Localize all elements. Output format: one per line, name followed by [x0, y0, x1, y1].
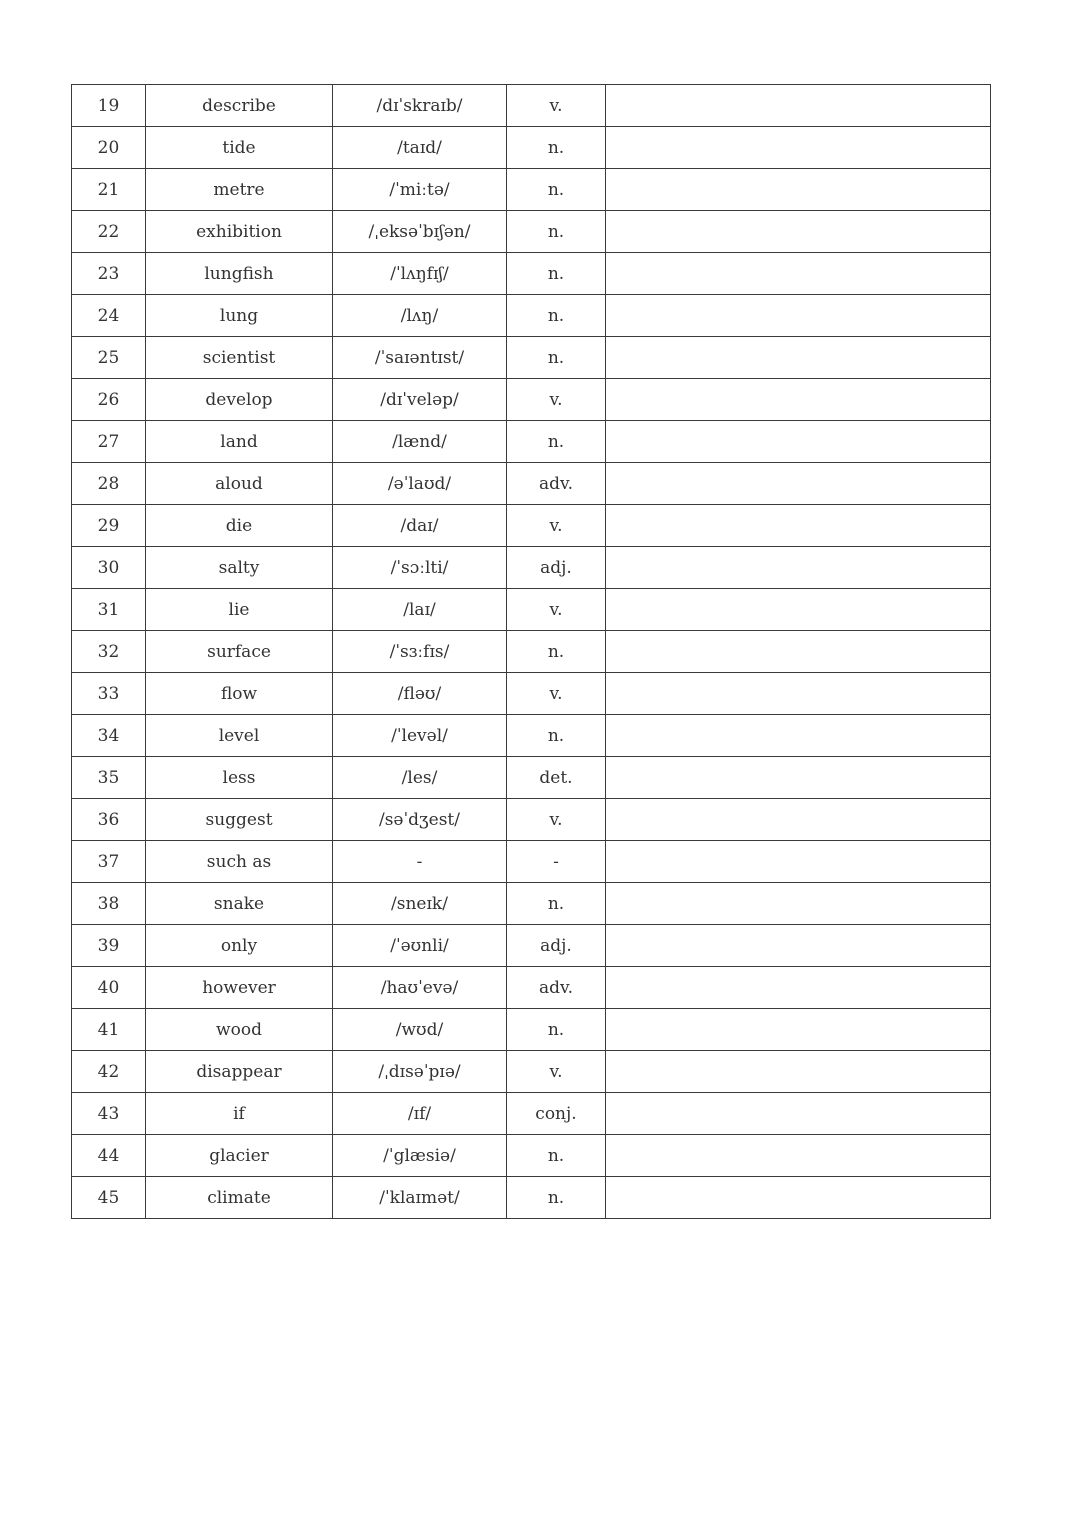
entry-meaning-blank: [606, 1177, 991, 1219]
entry-number: 20: [72, 127, 146, 169]
table-row: [72, 421, 991, 463]
table-row: [72, 337, 991, 379]
entry-part-of-speech: v.: [507, 85, 606, 127]
entry-word: metre: [146, 169, 333, 211]
entry-meaning-blank: [606, 547, 991, 589]
entry-meaning-blank: [606, 127, 991, 169]
entry-phonetic: /ˈglæsiə/: [333, 1135, 507, 1177]
entry-part-of-speech: n.: [507, 337, 606, 379]
entry-word: such as: [146, 841, 333, 883]
entry-word: suggest: [146, 799, 333, 841]
entry-word: glacier: [146, 1135, 333, 1177]
entry-part-of-speech: conj.: [507, 1093, 606, 1135]
entry-word: however: [146, 967, 333, 1009]
entry-phonetic: /daɪ/: [333, 505, 507, 547]
entry-word: salty: [146, 547, 333, 589]
entry-word: only: [146, 925, 333, 967]
table-row: [72, 673, 991, 715]
entry-word: climate: [146, 1177, 333, 1219]
entry-phonetic: /taɪd/: [333, 127, 507, 169]
entry-meaning-blank: [606, 883, 991, 925]
table-row: [72, 169, 991, 211]
entry-part-of-speech: n.: [507, 211, 606, 253]
entry-part-of-speech: -: [507, 841, 606, 883]
entry-part-of-speech: adv.: [507, 967, 606, 1009]
entry-phonetic: /ˌdɪsəˈpɪə/: [333, 1051, 507, 1093]
entry-word: disappear: [146, 1051, 333, 1093]
entry-word: level: [146, 715, 333, 757]
entry-word: scientist: [146, 337, 333, 379]
entry-phonetic: /ˈəʊnli/: [333, 925, 507, 967]
table-row: [72, 505, 991, 547]
entry-meaning-blank: [606, 967, 991, 1009]
entry-number: 36: [72, 799, 146, 841]
entry-part-of-speech: det.: [507, 757, 606, 799]
table-row: [72, 463, 991, 505]
entry-part-of-speech: v.: [507, 379, 606, 421]
entry-phonetic: -: [333, 841, 507, 883]
entry-meaning-blank: [606, 1093, 991, 1135]
table-row: [72, 1009, 991, 1051]
entry-number: 45: [72, 1177, 146, 1219]
entry-number: 23: [72, 253, 146, 295]
entry-meaning-blank: [606, 1135, 991, 1177]
entry-phonetic: /les/: [333, 757, 507, 799]
entry-number: 41: [72, 1009, 146, 1051]
entry-meaning-blank: [606, 715, 991, 757]
table-row: [72, 883, 991, 925]
entry-part-of-speech: n.: [507, 253, 606, 295]
entry-number: 40: [72, 967, 146, 1009]
table-row: [72, 295, 991, 337]
entry-word: tide: [146, 127, 333, 169]
entry-part-of-speech: v.: [507, 799, 606, 841]
table-row: [72, 127, 991, 169]
entry-number: 30: [72, 547, 146, 589]
entry-part-of-speech: v.: [507, 505, 606, 547]
entry-number: 25: [72, 337, 146, 379]
entry-part-of-speech: n.: [507, 631, 606, 673]
entry-part-of-speech: n.: [507, 1009, 606, 1051]
entry-phonetic: /haʊˈevə/: [333, 967, 507, 1009]
entry-number: 43: [72, 1093, 146, 1135]
entry-part-of-speech: adj.: [507, 547, 606, 589]
entry-part-of-speech: n.: [507, 883, 606, 925]
vocabulary-table-body: [72, 85, 991, 1219]
table-row: [72, 1177, 991, 1219]
table-row: [72, 211, 991, 253]
table-row: [72, 547, 991, 589]
table-row: [72, 85, 991, 127]
entry-meaning-blank: [606, 379, 991, 421]
entry-meaning-blank: [606, 841, 991, 883]
vocabulary-table: [71, 84, 991, 1219]
entry-word: aloud: [146, 463, 333, 505]
table-row: [72, 967, 991, 1009]
entry-word: wood: [146, 1009, 333, 1051]
table-row: [72, 841, 991, 883]
entry-meaning-blank: [606, 1009, 991, 1051]
entry-number: 26: [72, 379, 146, 421]
entry-number: 29: [72, 505, 146, 547]
entry-number: 22: [72, 211, 146, 253]
table-row: [72, 715, 991, 757]
entry-word: land: [146, 421, 333, 463]
entry-word: describe: [146, 85, 333, 127]
entry-number: 33: [72, 673, 146, 715]
entry-phonetic: /ˈsɔːlti/: [333, 547, 507, 589]
entry-phonetic: /sneɪk/: [333, 883, 507, 925]
entry-number: 44: [72, 1135, 146, 1177]
table-row: [72, 589, 991, 631]
entry-number: 27: [72, 421, 146, 463]
entry-part-of-speech: v.: [507, 673, 606, 715]
entry-meaning-blank: [606, 589, 991, 631]
entry-meaning-blank: [606, 463, 991, 505]
entry-number: 19: [72, 85, 146, 127]
entry-number: 31: [72, 589, 146, 631]
entry-meaning-blank: [606, 85, 991, 127]
entry-word: surface: [146, 631, 333, 673]
entry-part-of-speech: adj.: [507, 925, 606, 967]
table-row: [72, 379, 991, 421]
entry-word: lungfish: [146, 253, 333, 295]
entry-meaning-blank: [606, 337, 991, 379]
entry-part-of-speech: v.: [507, 589, 606, 631]
entry-part-of-speech: n.: [507, 421, 606, 463]
entry-part-of-speech: n.: [507, 169, 606, 211]
entry-part-of-speech: n.: [507, 295, 606, 337]
entry-phonetic: /dɪˈskraɪb/: [333, 85, 507, 127]
entry-number: 28: [72, 463, 146, 505]
entry-word: flow: [146, 673, 333, 715]
entry-word: snake: [146, 883, 333, 925]
table-row: [72, 757, 991, 799]
entry-word: less: [146, 757, 333, 799]
entry-meaning-blank: [606, 295, 991, 337]
entry-part-of-speech: n.: [507, 1135, 606, 1177]
entry-phonetic: /ˈsaɪəntɪst/: [333, 337, 507, 379]
entry-phonetic: /ˈklaɪmət/: [333, 1177, 507, 1219]
entry-number: 35: [72, 757, 146, 799]
entry-phonetic: /ˈsɜːfɪs/: [333, 631, 507, 673]
entry-number: 42: [72, 1051, 146, 1093]
entry-part-of-speech: n.: [507, 127, 606, 169]
entry-phonetic: /dɪˈveləp/: [333, 379, 507, 421]
entry-meaning-blank: [606, 631, 991, 673]
entry-part-of-speech: v.: [507, 1051, 606, 1093]
entry-number: 39: [72, 925, 146, 967]
table-row: [72, 1135, 991, 1177]
entry-word: die: [146, 505, 333, 547]
entry-number: 34: [72, 715, 146, 757]
entry-number: 21: [72, 169, 146, 211]
entry-phonetic: /ˌeksəˈbɪʃən/: [333, 211, 507, 253]
table-row: [72, 253, 991, 295]
entry-meaning-blank: [606, 421, 991, 463]
entry-phonetic: /əˈlaʊd/: [333, 463, 507, 505]
table-row: [72, 1093, 991, 1135]
entry-meaning-blank: [606, 799, 991, 841]
entry-phonetic: /səˈdʒest/: [333, 799, 507, 841]
entry-phonetic: /laɪ/: [333, 589, 507, 631]
entry-part-of-speech: adv.: [507, 463, 606, 505]
table-row: [72, 1051, 991, 1093]
entry-meaning-blank: [606, 253, 991, 295]
entry-part-of-speech: n.: [507, 1177, 606, 1219]
entry-meaning-blank: [606, 211, 991, 253]
entry-phonetic: /fləʊ/: [333, 673, 507, 715]
entry-number: 38: [72, 883, 146, 925]
entry-word: lung: [146, 295, 333, 337]
entry-number: 37: [72, 841, 146, 883]
entry-phonetic: /lʌŋ/: [333, 295, 507, 337]
entry-meaning-blank: [606, 1051, 991, 1093]
entry-phonetic: /lænd/: [333, 421, 507, 463]
entry-phonetic: /wʊd/: [333, 1009, 507, 1051]
entry-word: lie: [146, 589, 333, 631]
entry-phonetic: /ˈlʌŋfɪʃ/: [333, 253, 507, 295]
table-row: [72, 925, 991, 967]
vocabulary-sheet: [71, 84, 990, 1219]
entry-word: exhibition: [146, 211, 333, 253]
table-row: [72, 631, 991, 673]
entry-word: if: [146, 1093, 333, 1135]
entry-word: develop: [146, 379, 333, 421]
entry-meaning-blank: [606, 505, 991, 547]
entry-meaning-blank: [606, 757, 991, 799]
entry-meaning-blank: [606, 925, 991, 967]
entry-meaning-blank: [606, 673, 991, 715]
entry-phonetic: /ˈlevəl/: [333, 715, 507, 757]
entry-phonetic: /ɪf/: [333, 1093, 507, 1135]
entry-number: 24: [72, 295, 146, 337]
entry-meaning-blank: [606, 169, 991, 211]
table-row: [72, 799, 991, 841]
entry-part-of-speech: n.: [507, 715, 606, 757]
entry-number: 32: [72, 631, 146, 673]
entry-phonetic: /ˈmiːtə/: [333, 169, 507, 211]
